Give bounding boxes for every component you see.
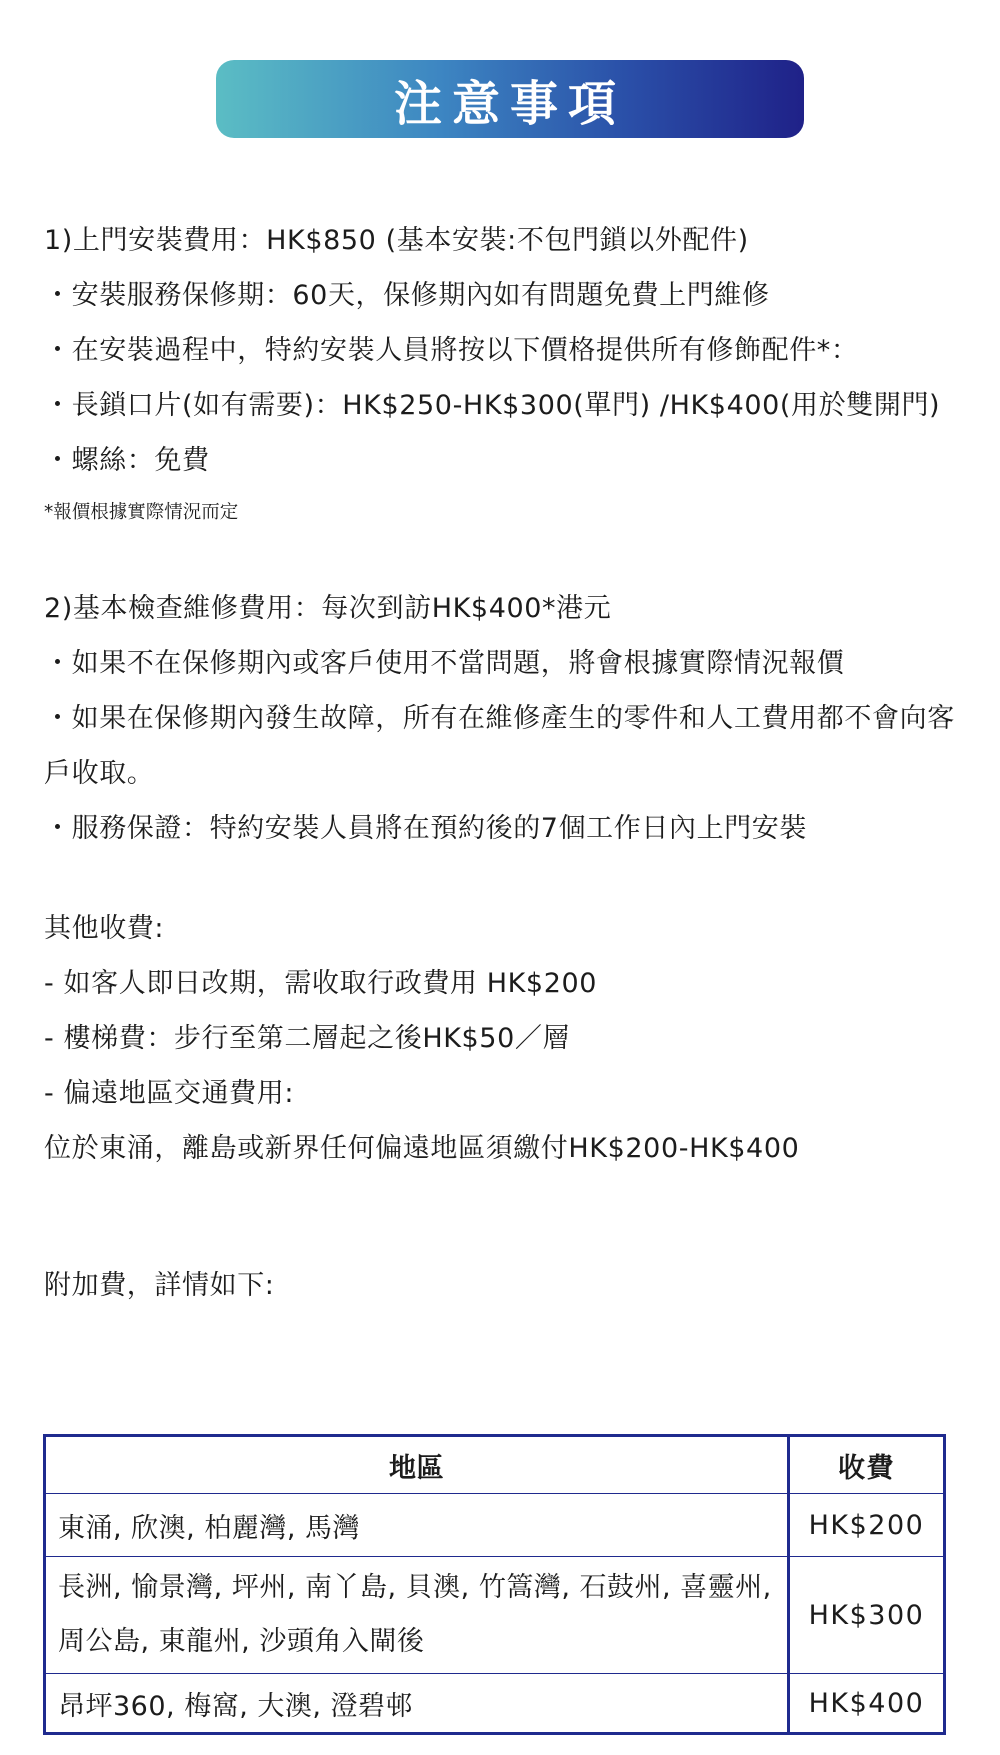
installation-fee-line: 1)上門安裝費用：HK$850 (基本安裝:不包門鎖以外配件) (44, 225, 749, 256)
reschedule-fee-line: - 如客人即日改期，需收取行政費用 HK$200 (44, 968, 598, 999)
stair-fee-line: - 樓梯費：步行至第二層起之後HK$50／層 (44, 1023, 571, 1054)
table-row (46, 1556, 943, 1673)
surcharge-table (43, 1434, 946, 1735)
section-repair (44, 581, 964, 856)
repair-fee-line: 2)基本檢查維修費用：每次到訪HK$400*港元 (44, 593, 612, 624)
service-guarantee-line: ・服務保證：特約安裝人員將在預約後的7個工作日內上門安裝 (44, 813, 807, 844)
table-row (46, 1493, 943, 1556)
table-row (46, 1673, 943, 1732)
fee-cell: HK$300 (808, 1599, 925, 1631)
notice-content (44, 213, 964, 1313)
section-installation (44, 213, 964, 528)
lock-plate-line: ・長鎖口片(如有需要)：HK$250-HK$300(單門) /HK$400(用於雙開門) (44, 390, 941, 421)
area-cell: 長洲, 愉景灣, 坪州, 南丫島, 貝澳, 竹篙灣, 石鼓州, 喜靈州, 周公島, 東龍州, 沙頭角入閘後 (46, 1557, 790, 1673)
area-cell: 昂坪360, 梅窩, 大澳, 澄碧邨 (46, 1674, 790, 1732)
remote-fee-line: 位於東涌，離島或新界任何偏遠地區須繳付HK$200-HK$400 (44, 1133, 800, 1164)
accessories-line: ・在安裝過程中，特約安裝人員將按以下價格提供所有修飾配件*： (44, 335, 859, 366)
column-header-fee: 收費 (838, 1452, 895, 1484)
price-note: *報價根據實際情況而定 (44, 502, 239, 523)
fee-cell: HK$200 (808, 1509, 925, 1541)
surcharge-title: 附加費，詳情如下: (44, 1270, 275, 1301)
in-warranty-line: ・如果在保修期內發生故障，所有在維修產生的零件和人工費用都不會向客戶收取。 (44, 703, 955, 789)
warranty-line: ・安裝服務保修期：60天，保修期內如有問題免費上門維修 (44, 280, 770, 311)
page-title: 注意事項 (393, 75, 626, 132)
other-charges-title: 其他收費: (44, 913, 165, 944)
out-of-warranty-line: ・如果不在保修期內或客戶使用不當問題，將會根據實際情況報價 (44, 648, 845, 679)
remote-fee-label: - 偏遠地區交通費用: (44, 1078, 295, 1109)
section-other-charges (44, 901, 964, 1176)
table-header-row (46, 1437, 943, 1493)
fee-cell: HK$400 (808, 1687, 925, 1719)
column-header-area: 地區 (46, 1437, 790, 1493)
area-cell: 東涌, 欣澳, 柏麗灣, 馬灣 (46, 1494, 790, 1556)
title-banner (216, 60, 804, 138)
screws-line: ・螺絲：免費 (44, 445, 210, 476)
